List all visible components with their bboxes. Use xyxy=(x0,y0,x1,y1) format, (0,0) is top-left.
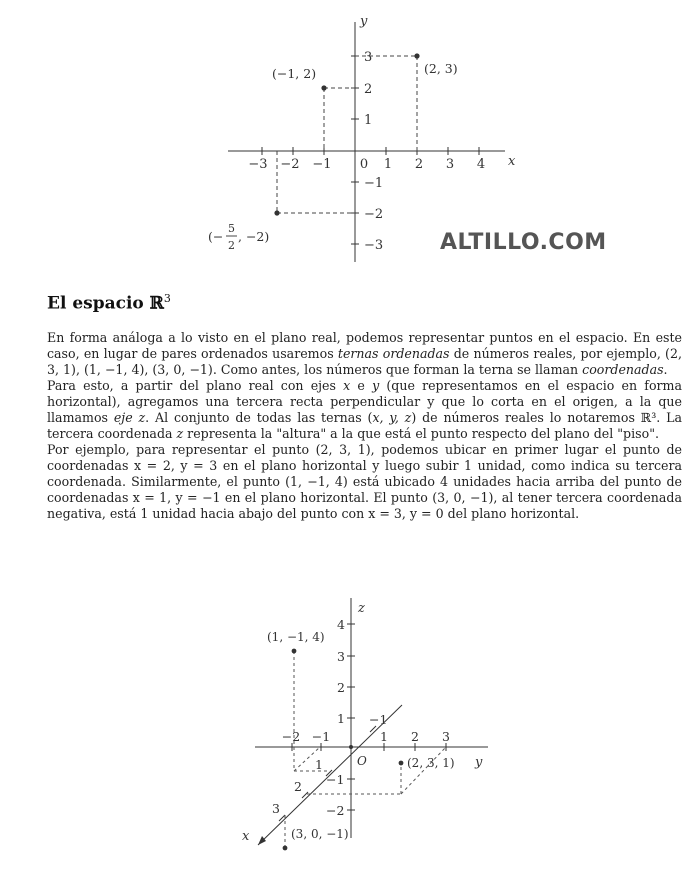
y-tick-label: −2 xyxy=(364,207,384,222)
watermark: ALTILLO.COM xyxy=(440,230,607,255)
y-tick-label: 2 xyxy=(411,729,419,744)
point-label-numerator: 5 xyxy=(228,222,235,235)
x-tick-label: 3 xyxy=(272,801,280,816)
x-axis-label: x xyxy=(242,829,250,844)
x-tick-label: −1 xyxy=(312,157,332,172)
paragraph-intro: En forma análoga a lo visto en el plano real, podemos representar puntos en el espacio. En este caso, en lugar de pares ordenados usaremos ternas ordenadas de números reales, por ejemplo, (2, 3, 1), (1, −1, 4), (3, 0, −1). Como antes, los números que forman la terna se llaman coordenadas. xyxy=(47,330,682,377)
point-neg1-2 xyxy=(272,66,355,151)
y-axis-label: y xyxy=(360,14,368,29)
x-tick-label: 3 xyxy=(445,157,455,172)
paragraph-example: Por ejemplo, para representar el punto (2, 3, 1), podemos ubicar en primer lugar el punto de coordenadas x = 2, y = 3 en el plano horizontal y luego subir 1 unidad, como indica su tercera coordenada. Similarmente, el punto (1, −1, 4) está ubicado 4 unidades hacia arriba del punto de coordenadas x = 1, y = −1 en el plano horizontal. El punto (3, 0, −1), al tener tercera coordenada negativa, está 1 unidad hacia abajo del punto con x = 3, y = 0 del plano horizontal. xyxy=(47,442,682,521)
x-tick-label: 2 xyxy=(414,157,424,172)
x-axis-arrow xyxy=(258,836,266,845)
x-axis-label: x xyxy=(508,154,516,169)
z-axis-label: z xyxy=(358,601,365,616)
y-axis-label: y xyxy=(475,755,483,770)
y-tick-labels xyxy=(282,729,450,744)
y-tick-label: −1 xyxy=(311,729,331,744)
z-tick-label: 2 xyxy=(337,680,345,695)
point-label: (1, −1, 4) xyxy=(267,630,325,644)
x-tick-label: −1 xyxy=(369,712,388,727)
point-label: (2, 3) xyxy=(424,61,458,76)
x-tick-label: 1 xyxy=(383,157,393,172)
origin-label: O xyxy=(357,754,367,768)
section-title-text: El espacio ℝ xyxy=(47,293,164,314)
x-tick-label: 2 xyxy=(294,779,302,794)
y-tick-label: −3 xyxy=(364,238,384,253)
y-tick-label: 1 xyxy=(364,113,373,128)
x-tick-labels xyxy=(248,157,485,172)
z-tick-label: −2 xyxy=(326,803,345,818)
z-tick-label: 1 xyxy=(337,711,345,726)
x-tick-labels xyxy=(272,712,387,816)
point-3-0-neg1 xyxy=(283,815,349,850)
z-tick-label: 3 xyxy=(337,649,345,664)
body-text xyxy=(47,330,682,522)
paragraph-axes: Para esto, a partir del plano real con ejes x e y (que representamos en el espacio en forma horizontal), agregamos una tercera recta perpendicular y que lo corta en el origen, a la que llamamos eje z. Al conjunto de todas las ternas (x, y, z) de números reales lo notaremos ℝ³. La tercera coordenada z representa la "altura" a la que está el punto respecto del plano del "piso". xyxy=(47,378,683,441)
z-tick-label: −1 xyxy=(326,772,345,787)
section-title xyxy=(47,292,171,314)
x-tick-label: 0 xyxy=(359,157,369,172)
y-tick-label: 1 xyxy=(380,729,388,744)
point-label-prefix: (− xyxy=(208,229,224,244)
z-tick-label: 4 xyxy=(337,617,345,632)
z-tick-labels xyxy=(326,617,345,818)
point-label: (3, 0, −1) xyxy=(291,827,349,841)
x-tick-label: −2 xyxy=(280,157,300,172)
y-tick-label: −2 xyxy=(281,729,301,744)
point-label: (−1, 2) xyxy=(272,66,317,81)
point-label-denominator: 2 xyxy=(228,239,235,252)
y-tick-label: 3 xyxy=(364,50,373,65)
x-tick-label: 1 xyxy=(315,757,323,772)
y-tick-label: 2 xyxy=(364,82,373,97)
origin-point xyxy=(349,745,353,749)
x-tick-label: 4 xyxy=(476,157,486,172)
y-tick-label: −1 xyxy=(364,176,384,191)
y-tick-label: 3 xyxy=(442,729,450,744)
x-tick-label: −3 xyxy=(248,157,268,172)
point-label-suffix: , −2) xyxy=(238,229,270,244)
3d-space-figure xyxy=(0,590,700,873)
section-title-superscript: 3 xyxy=(163,292,171,305)
point-2-3 xyxy=(355,53,458,151)
point-1-neg1-4 xyxy=(267,630,327,771)
point-label: (2, 3, 1) xyxy=(407,756,455,770)
